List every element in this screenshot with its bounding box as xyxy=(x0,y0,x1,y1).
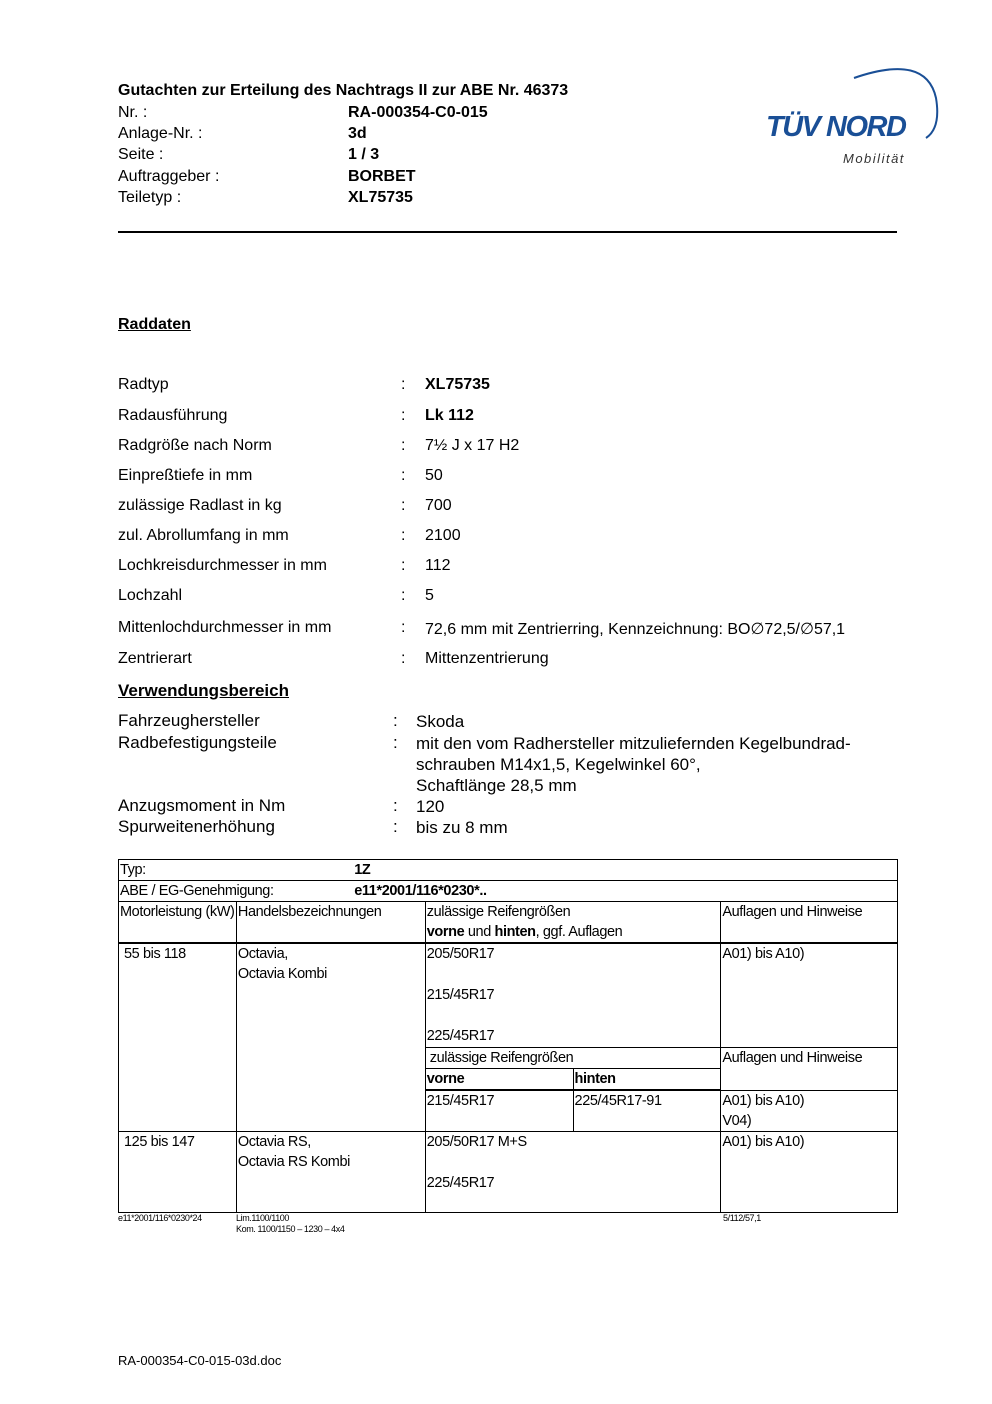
sub-auflagen-cell xyxy=(721,1090,898,1132)
header-label: Nr. : xyxy=(118,104,148,121)
handel-line: Octavia, xyxy=(237,946,288,962)
sub-reifen-header: zulässige Reifengrößen xyxy=(425,1048,721,1069)
typ-value: 1Z xyxy=(354,862,371,878)
table-row xyxy=(119,881,898,902)
raddaten-label: Radgröße nach Norm xyxy=(118,437,272,454)
tire-size: 225/45R17 xyxy=(426,1175,495,1191)
sub-hinten-header: hinten xyxy=(573,1069,721,1091)
verwendung-label: Spurweitenerhöhung xyxy=(118,817,275,836)
auflagen-line: V04) xyxy=(722,1112,752,1129)
raddaten-label: Radausführung xyxy=(118,407,228,424)
auflagen-cell: A01) bis A10) xyxy=(721,1132,898,1213)
header-divider xyxy=(118,231,897,233)
abe-label: ABE / EG-Genehmigung: xyxy=(119,881,426,902)
sub-hinten-value: 225/45R17-91 xyxy=(573,1090,721,1132)
raddaten-row: zulässige Radlast in kg : 700 xyxy=(118,497,452,514)
verwendung-label: Fahrzeughersteller xyxy=(118,711,260,730)
header-label: Teiletyp : xyxy=(118,189,182,206)
handel-line: Octavia RS, xyxy=(237,1134,311,1150)
verwendung-label: Anzugsmoment in Nm xyxy=(118,796,286,815)
raddaten-row: Radausführung : Lk 112 xyxy=(118,407,474,424)
table-row xyxy=(119,943,898,1048)
handel-cell xyxy=(236,1132,425,1213)
header-row-auftraggeber xyxy=(118,168,578,186)
raddaten-label: zul. Abrollumfang in mm xyxy=(118,527,289,544)
verwendung-value: 120 xyxy=(416,797,445,816)
col-handel-header: Handelsbezeichnungen xyxy=(236,902,425,944)
raddaten-label: Mittenlochdurchmesser in mm xyxy=(118,619,332,636)
sub-vorne-header: vorne xyxy=(425,1069,573,1091)
tire-size: 205/50R17 xyxy=(426,946,495,962)
table-footer-lk: 5/112/57,1 xyxy=(723,1213,761,1223)
raddaten-value: 50 xyxy=(425,467,443,484)
col-reifen-end: , ggf. Auflagen xyxy=(535,924,623,940)
header-value: XL75735 xyxy=(348,189,413,206)
handel-line: Octavia Kombi xyxy=(237,966,327,982)
raddaten-value: 700 xyxy=(425,497,452,514)
document-title: Gutachten zur Erteilung des Nachtrags II zur ABE Nr. 46373 xyxy=(118,82,569,99)
header-value: 3d xyxy=(348,125,367,142)
tire-size: 225/45R17 xyxy=(426,1028,495,1044)
raddaten-value: 72,6 mm mit Zentrierring, Kennzeichnung: BO∅72,5/∅57,1 xyxy=(425,621,846,638)
header-value: BORBET xyxy=(348,168,416,185)
logo-subtitle: Mobilität xyxy=(843,151,905,166)
header-value: RA-000354-C0-015 xyxy=(348,104,488,121)
auflagen-line: A01) bis A10) xyxy=(722,1092,805,1109)
header-value: 1 / 3 xyxy=(348,146,380,163)
tire-size: 215/45R17 xyxy=(426,987,495,1003)
col-reifen-hinten: hinten xyxy=(494,924,536,940)
tires-cell xyxy=(425,1132,721,1213)
raddaten-row: Einpreßtiefe in mm : 50 xyxy=(118,467,443,484)
header-label: Auftraggeber : xyxy=(118,168,220,185)
raddaten-value: Mittenzentrierung xyxy=(425,650,549,667)
raddaten-label: Radtyp xyxy=(118,376,169,393)
raddaten-value: 7½ J x 17 H2 xyxy=(425,437,520,454)
header-row-seite xyxy=(118,146,578,164)
header-label: Anlage-Nr. : xyxy=(118,125,203,142)
raddaten-row: Zentrierart : Mittenzentrierung xyxy=(118,650,549,667)
raddaten-value: Lk 112 xyxy=(425,407,474,424)
verwendung-value: bis zu 8 mm xyxy=(416,818,508,837)
vehicle-table xyxy=(118,859,898,1213)
table-footer-kom: Kom. 1100/1150 – 1230 – 4x4 xyxy=(236,1224,345,1234)
handel-line: Octavia RS Kombi xyxy=(237,1154,350,1170)
raddaten-row: Lochkreisdurchmesser in mm : 112 xyxy=(118,557,451,574)
handel-cell xyxy=(236,943,425,1132)
raddaten-row: Mittenlochdurchmesser in mm : 72,6 mm mit Zentrierring, Kennzeichnung: BO∅72,5/∅57,1 xyxy=(118,619,846,638)
sub-vorne-value: 215/45R17 xyxy=(425,1090,573,1132)
raddaten-label: Lochkreisdurchmesser in mm xyxy=(118,557,327,574)
verwendung-value: Schaftlänge 28,5 mm xyxy=(416,776,577,795)
typ-label: Typ: xyxy=(119,860,426,881)
raddaten-value: 5 xyxy=(425,587,434,604)
verwendung-value: schrauben M14x1,5, Kegelwinkel 60°, xyxy=(416,755,701,774)
col-reifen-und: und xyxy=(464,924,495,940)
verwendung-value: Skoda xyxy=(416,712,465,731)
table-footer-abe: e11*2001/116*0230*24 xyxy=(118,1213,202,1223)
tires-cell xyxy=(425,943,721,1048)
tire-size: 205/50R17 M+S xyxy=(426,1134,527,1150)
motor-cell: 125 bis 147 xyxy=(119,1132,237,1213)
col-reifen-vorne: vorne xyxy=(426,924,465,940)
raddaten-row: Lochzahl : 5 xyxy=(118,587,434,604)
logo-brand-text: TÜV NORD xyxy=(766,111,906,143)
table-row xyxy=(119,1132,898,1213)
col-auflagen-header: Auflagen und Hinweise xyxy=(721,902,898,944)
motor-cell: 55 bis 118 xyxy=(119,943,237,1132)
raddaten-value: 112 xyxy=(425,557,451,574)
verwendung-heading: Verwendungsbereich xyxy=(118,681,289,700)
footer-filename: RA-000354-C0-015-03d.doc xyxy=(118,1353,282,1368)
table-footer-lim: Lim.1100/1100 xyxy=(236,1213,290,1223)
raddaten-row: zul. Abrollumfang in mm : 2100 xyxy=(118,527,461,544)
col-reifen-title: zulässige Reifengrößen xyxy=(426,904,571,920)
header-row-nr xyxy=(118,104,578,122)
sub-auflagen-header: Auflagen und Hinweise xyxy=(721,1048,898,1091)
table-row xyxy=(119,860,898,881)
raddaten-value: 2100 xyxy=(425,527,461,544)
abe-value: e11*2001/116*0230*.. xyxy=(354,883,487,899)
raddaten-label: Einpreßtiefe in mm xyxy=(118,467,253,484)
header-row-anlage xyxy=(118,125,578,143)
col-motor-header: Motorleistung (kW) xyxy=(119,902,237,944)
verwendung-label: Radbefestigungsteile xyxy=(118,733,277,752)
raddaten-label: Zentrierart xyxy=(118,650,192,667)
tuv-nord-logo xyxy=(766,58,946,173)
table-header-row xyxy=(119,902,898,944)
raddaten-label: Lochzahl xyxy=(118,587,183,604)
raddaten-value: XL75735 xyxy=(425,376,490,393)
header-row-teiletyp xyxy=(118,189,578,207)
col-reifen-header xyxy=(425,902,721,944)
raddaten-row: Radgröße nach Norm : 7½ J x 17 H2 xyxy=(118,437,520,454)
auflagen-cell: A01) bis A10) xyxy=(721,943,898,1048)
raddaten-row: Radtyp : XL75735 xyxy=(118,376,490,393)
raddaten-heading: Raddaten xyxy=(118,316,191,333)
verwendung-value: mit den vom Radhersteller mitzuliefernden Kegelbundrad- xyxy=(416,734,851,753)
header-label: Seite : xyxy=(118,146,164,163)
raddaten-label: zulässige Radlast in kg xyxy=(118,497,282,514)
